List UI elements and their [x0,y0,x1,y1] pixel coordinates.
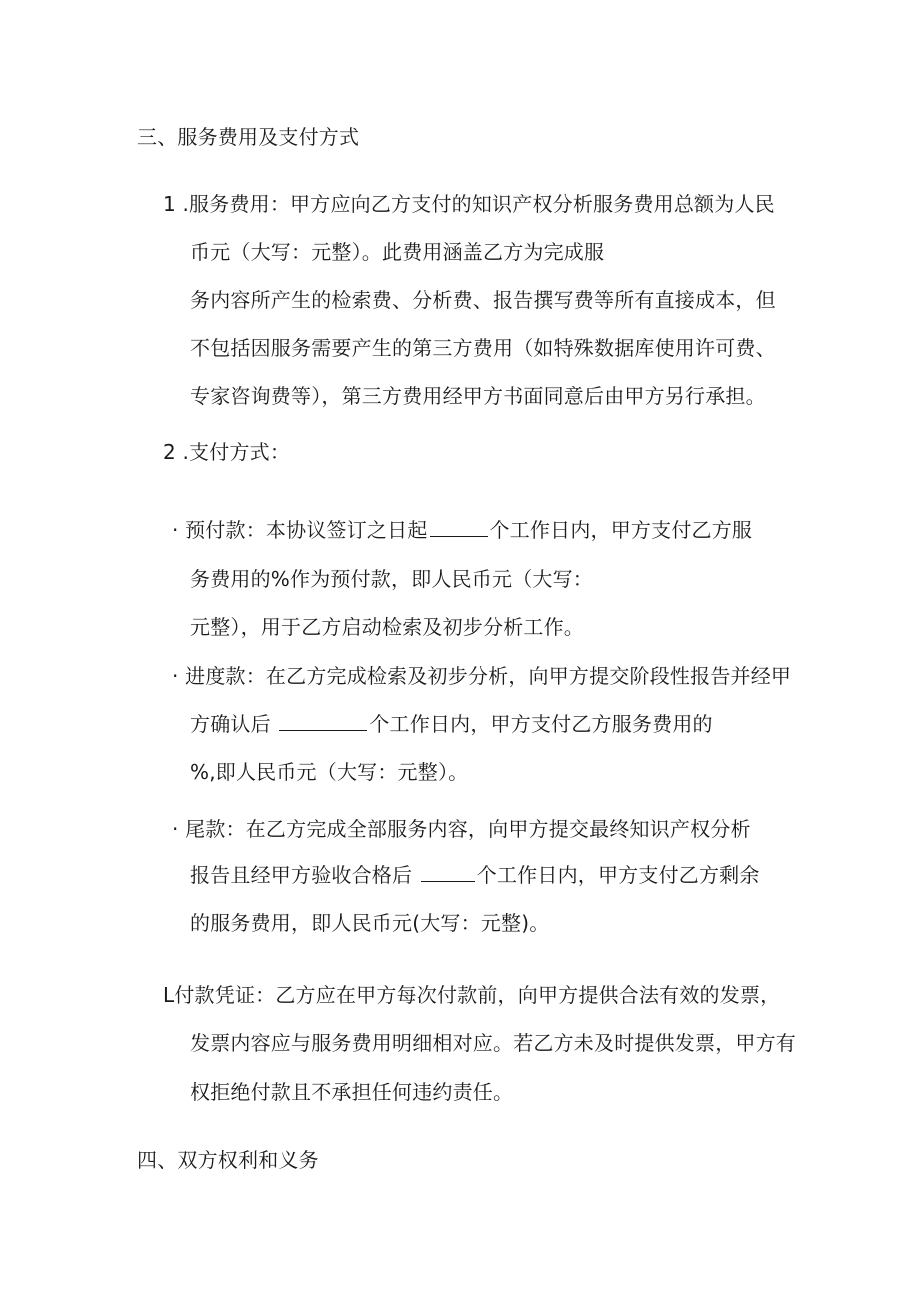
advance-payment-line-2: 务费用的%作为预付款，即人民币元（大写： [190,567,594,591]
workdays-blank-field[interactable] [421,863,475,882]
payment-voucher-line-2: 发票内容应与服务费用明细相对应。若乙方未及时提供发票，甲方有 [190,1031,796,1055]
fee-paragraph-line-2: 币元（大写：元整）。此费用涵盖乙方为完成服 [190,240,605,264]
progress-payment-line-1: · 进度款：在乙方完成检索及初步分析，向甲方提交阶段性报告并经甲 [172,664,792,688]
fee-paragraph-line-5: 专家咨询费等），第三方费用经甲方书面同意后由甲方另行承担。 [190,384,766,408]
fee-paragraph-line-3: 务内容所产生的检索费、分析费、报告撰写费等所有直接成本，但 [190,288,776,312]
final-payment-line-3: 的服务费用，即人民币元(大写：元整)。 [190,911,550,935]
final-payment-text-a: 报告且经甲方验收合格后 [190,863,419,887]
workdays-blank-field[interactable] [430,518,488,537]
progress-payment-text-a: 方确认后 [190,712,278,736]
advance-payment-line-1 [172,516,752,544]
fee-paragraph-line-1: 1 .服务费用：甲方应向乙方支付的知识产权分析服务费用总额为人民 [163,192,775,216]
payment-voucher-line-1: L付款凭证：乙方应在甲方每次付款前，向甲方提供合法有效的发票， [163,983,781,1007]
final-payment-line-1: · 尾款：在乙方完成全部服务内容，向甲方提交最终知识产权分析 [172,817,751,841]
final-payment-text-b: 个工作日内，甲方支付乙方剩余 [476,863,760,887]
workdays-blank-field[interactable] [279,712,367,731]
advance-payment-text-a: · 预付款：本协议签订之日起 [172,518,428,542]
progress-payment-text-b: 个工作日内，甲方支付乙方服务费用的 [369,712,713,736]
advance-payment-text-b: 个工作日内，甲方支付乙方服 [489,518,753,542]
payment-method-heading: 2 .支付方式： [163,440,291,464]
final-payment-line-2 [190,861,760,889]
advance-payment-line-3: 元整），用于乙方启动检索及初步分析工作。 [190,615,584,639]
payment-voucher-line-3: 权拒绝付款且不承担任何违约责任。 [190,1080,514,1104]
progress-payment-line-2 [190,710,713,738]
section-4-heading: 四、双方权利和义务 [137,1148,319,1172]
section-3-heading: 三、服务费用及支付方式 [137,125,360,149]
fee-paragraph-line-4: 不包括因服务需要产生的第三方费用（如特殊数据库使用许可费、 [190,336,776,360]
progress-payment-line-3: %,即人民币元（大写：元整）。 [190,760,469,784]
